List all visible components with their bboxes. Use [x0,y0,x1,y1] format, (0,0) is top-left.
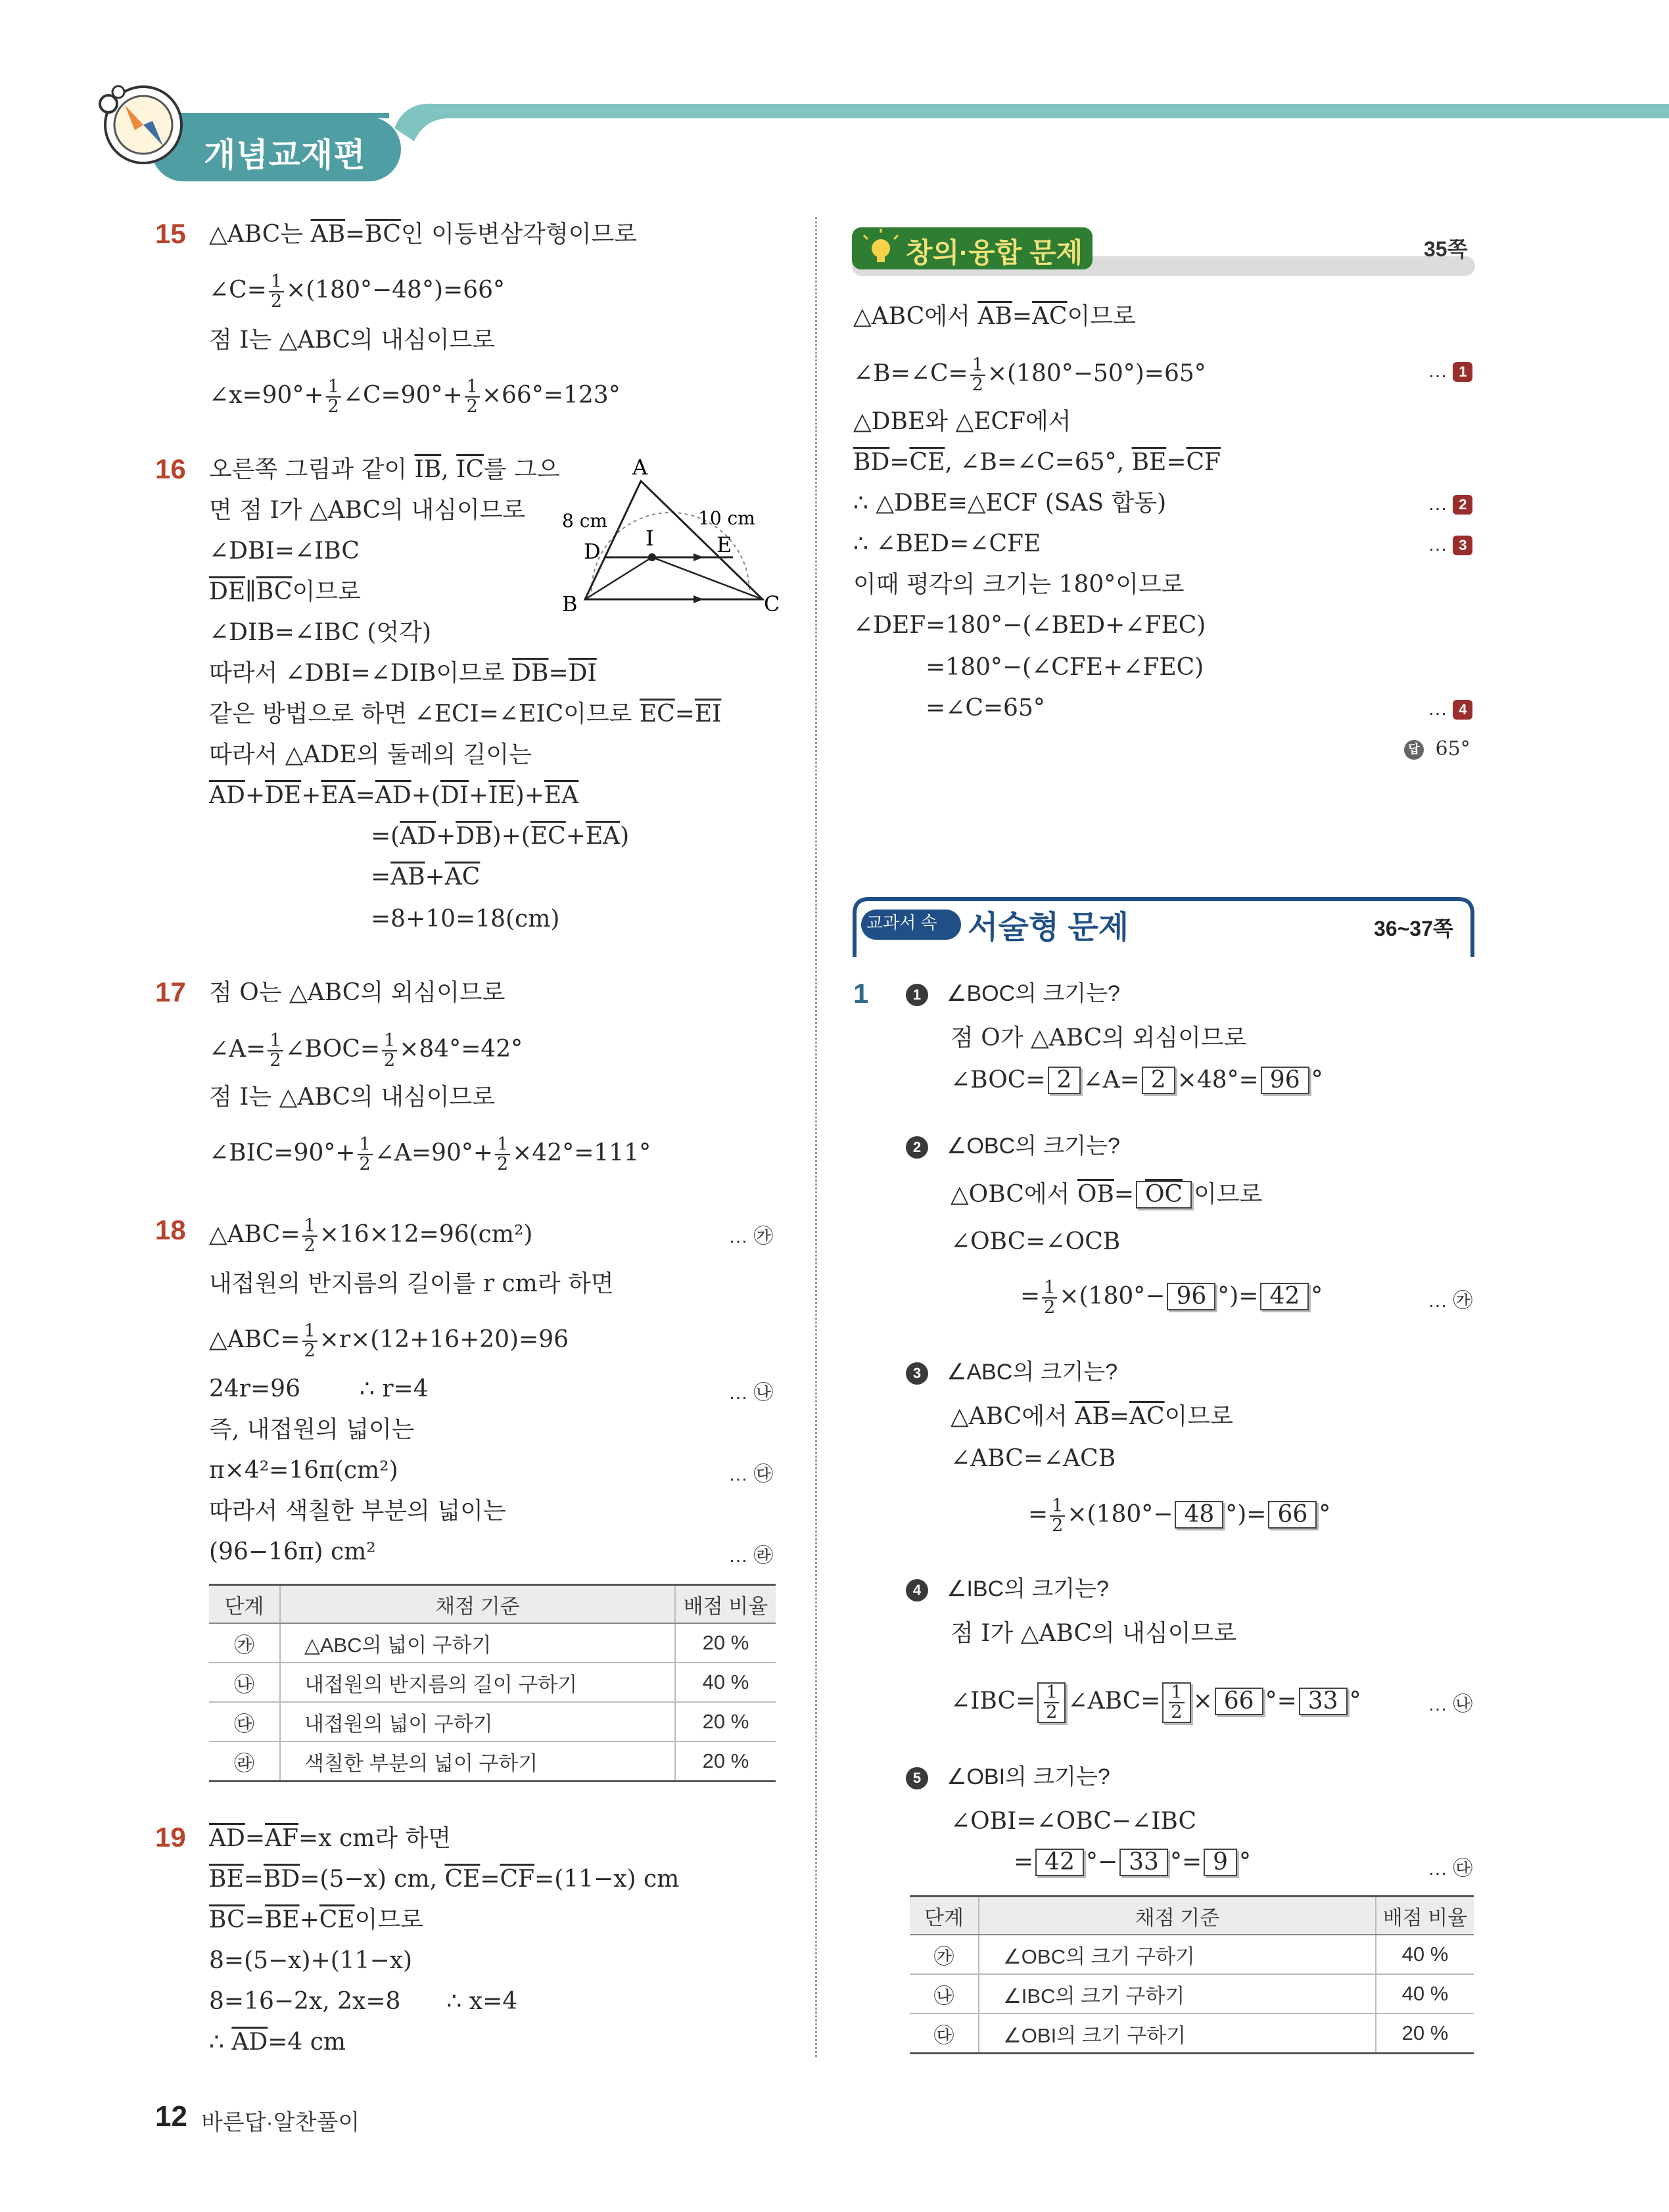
vertex-label-b: B [562,591,578,616]
text-line: △DBE와 △ECF에서 [853,408,1071,435]
text-line: $\overline{AD}=\overline{AF}=x$ cm라 하면 [209,1825,452,1852]
problem-number: 19 [155,1822,186,1853]
text-line: =∠C=65° [926,695,1045,722]
text-line: $\overline{AD}+\overline{DE}+\overline{EA}=\overline{AD}+(\overline{DI}+\overline{IE})+\overline{EA}$ [209,782,579,809]
step-question: 2 ∠OBC의 크기는? [906,1132,1120,1161]
criteria-cell: 색칠한 부분의 넓이 구하기 [280,1741,675,1782]
header-title: 개념교재편 [204,137,366,173]
text-line: △ABC= $\frac{1}{2}$ ×16×12=96(cm²) [209,1216,533,1256]
table-header: 채점 기준 [979,1897,1376,1935]
ratio-cell: 40 % [1376,1935,1474,1974]
step-question: 1 ∠BOC의 크기는? [906,979,1120,1008]
step-mark: … ㉮ [728,1226,774,1247]
text-line: ∴ △DBE≡△ECF (SAS 합동) [853,490,1167,517]
text-line: ∠C= $\frac{1}{2}$ ×(180°−48°)=66° [209,271,505,311]
text-line: ∠A= $\frac{1}{2}$ ∠BOC= $\frac{1}{2}$ ×84°=42° [209,1030,523,1071]
text-line: π×4²=16π(cm²) [209,1457,398,1484]
step-mark: … 2 [1428,493,1472,515]
ratio-cell: 20 % [675,1623,776,1663]
page-number: 12 [155,2100,187,2132]
text-line: ∠BOC= 2 ∠A= 2 ×48°= 96 ° [951,1067,1323,1094]
text-line: ∠ABC=∠ACB [951,1445,1116,1472]
step-question: 5 ∠OBI의 크기는? [906,1763,1110,1791]
vertex-label-c: C [764,591,780,616]
text-line: $\overline{BC}=\overline{BE}+\overline{CE}$이므로 [209,1906,423,1933]
table-header: 단계 [209,1585,280,1624]
answer-box: 2 [1048,1067,1081,1094]
step-cell: ㉰ [910,2014,979,2054]
creative-page-ref: 35쪽 [1424,237,1468,261]
creative-title: 창의·융합 문제 [906,237,1083,268]
text-line: 즉, 내접원의 넓이는 [209,1416,415,1443]
step-question: 4 ∠IBC의 크기는? [906,1575,1109,1603]
table-header: 채점 기준 [280,1585,675,1624]
book-title: 바른답·알찬풀이 [201,2110,360,2135]
text-line: $\overline{BE}=\overline{BD}=(5-x)$ cm, $\overline{CE}=\overline{CF}=(11-x)$ cm [209,1866,680,1893]
step-mark: … ㉮ [1428,1290,1473,1312]
table-row [910,1974,1474,2014]
answer-value: 65° [1435,737,1470,760]
table-row [209,1741,776,1782]
answer-box: 42 [1035,1849,1084,1876]
answer-box: 48 [1175,1501,1223,1529]
vertex-label-i: I [646,526,654,551]
step-mark: … 1 [1428,360,1472,382]
text-line: $\overline{BD}=\overline{CE}$, ∠B=∠C=65°, $\overline{BE}=\overline{CF}$ [853,449,1221,476]
vertex-label-e: E [717,532,732,557]
length-label-ab: 8 cm [562,510,607,532]
essay-title: 서술형 문제 [968,910,1129,945]
criteria-cell: 내접원의 넓이 구하기 [280,1702,675,1741]
text-line: 8=(5−x)+(11−x) [209,1947,413,1974]
scoring-table [209,1584,776,1782]
step-cell: ㉮ [910,1935,979,1974]
answer-box: 33 [1119,1849,1168,1876]
text-line: =8+10=18(cm) [371,906,560,933]
answer [1404,737,1470,760]
triangle-figure [552,453,789,618]
table-row [910,2014,1474,2054]
answer-box: 96 [1167,1283,1215,1310]
text-line: 이때 평각의 크기는 180°이므로 [853,571,1185,598]
text-line: 같은 방법으로 하면 ∠ECI=∠EIC이므로 $\overline{EC}=\overline{EI}$ [209,701,722,727]
text-line: 8=16−2x, 2x=8 ∴ x=4 [209,1988,518,2015]
step-cell: ㉰ [209,1702,280,1741]
essay-badge: 교과서 속 [866,913,937,933]
step-mark: … ㉰ [1428,1858,1473,1879]
criteria-cell: ∠IBC의 크기 구하기 [979,1974,1376,2014]
text-line: 내접원의 반지름의 길이를 r cm라 하면 [209,1270,614,1297]
text-line: ∠DIB=∠IBC (엇각) [209,619,432,646]
ratio-cell: 40 % [1376,1974,1474,2014]
ratio-cell: 40 % [675,1663,776,1702]
text-line: 면 점 I가 △ABC의 내심이므로 [209,497,526,524]
text-line: ∴ ∠BED=∠CFE [853,530,1041,557]
answer-box: 96 [1261,1067,1309,1094]
table-row [910,1935,1474,1974]
clock-icon [100,86,181,163]
text-line: 점 O가 △ABC의 외심이므로 [951,1025,1247,1051]
step-mark: … ㉱ [728,1545,774,1567]
text-line: 점 I는 △ABC의 내심이므로 [209,1084,496,1111]
table-row [209,1663,776,1702]
ratio-cell: 20 % [1376,2014,1474,2054]
criteria-cell: ∠OBI의 크기 구하기 [979,2014,1376,2054]
text-line: ∠OBC=∠OCB [951,1228,1121,1255]
problem-number: 18 [155,1214,186,1245]
essay-page-ref: 36~37쪽 [1374,917,1453,940]
text-line: $\overline{DE}\parallel\overline{BC}$이므로 [209,578,361,605]
answer-box: 33 [1299,1688,1348,1715]
text-line: △ABC에서 $\overline{AB}=\overline{AC}$이므로 [853,303,1136,330]
text-line: 따라서 △ADE의 둘레의 길이는 [209,741,532,768]
text-line: ∴ $\overline{AD}=4$ cm [209,2029,346,2056]
answer-box: 42 [1260,1283,1309,1310]
table-header: 배점 비율 [1376,1897,1474,1935]
text-line: $=\overline{AB}+\overline{AC}$ [371,864,481,890]
problem-number: 17 [155,977,186,1007]
text-line: ∠BIC=90°+ $\frac{1}{2}$ ∠A=90°+ $\frac{1}{2}$ ×42°=111° [209,1134,651,1174]
text-line: 따라서 색칠한 부분의 넓이는 [209,1498,506,1525]
answer-badge: 답 [1404,740,1424,760]
problem-number: 16 [155,453,186,484]
text-line: ∠x=90°+ $\frac{1}{2}$ ∠C=90°+ $\frac{1}{2}$ ×66°=123° [209,377,621,417]
scoring-table [910,1895,1474,2054]
step-mark: … 4 [1428,698,1472,720]
step-mark: … ㉯ [1428,1694,1473,1715]
text-line: ∠IBC= $\frac{1}{2}$ ∠ABC= $\frac{1}{2}$ × 66 °= 33 ° [951,1682,1361,1722]
text-line: $=(\overline{AD}+\overline{DB})+(\overline{EC}+\overline{EA})$ [371,823,630,850]
text-line: △OBC에서 $\overline{OB}= \overline{OC}$ 이므로 [951,1181,1263,1208]
criteria-cell: ∠OBC의 크기 구하기 [979,1935,1376,1974]
text-line: =180°−(∠CFE+∠FEC) [926,654,1204,681]
step-cell: ㉱ [209,1741,280,1782]
ratio-cell: 20 % [675,1741,776,1782]
answer-box: $\frac{1}{2}$ [1037,1682,1066,1723]
text-line: = $\frac{1}{2}$ ×(180°− 48 °)= 66 ° [1028,1496,1331,1536]
step-mark: … ㉰ [728,1463,774,1485]
text-line: = $\frac{1}{2}$ ×(180°− 96 °)= 42 ° [1020,1278,1323,1318]
problem-number: 15 [155,218,186,249]
step-question: 3 ∠ABC의 크기는? [906,1358,1117,1387]
length-label-ac: 10 cm [698,507,755,529]
text-line: △ABC= $\frac{1}{2}$ ×r×(12+16+20)=96 [209,1321,569,1361]
fraction: $\frac{1}{2}$ [269,273,284,311]
ratio-cell: 20 % [675,1702,776,1741]
step-cell: ㉯ [910,1974,979,2014]
text-line: 점 I는 △ABC의 내심이므로 [209,327,496,354]
table-header-row [209,1585,776,1624]
step-cell: ㉯ [209,1663,280,1702]
column-divider [815,217,817,2057]
text-line: 점 O는 △ABC의 외심이므로 [209,979,505,1006]
text-line: 따라서 ∠DBI=∠DIB이므로 $\overline{DB}=\overline{DI}$ [209,660,597,687]
text-line: 오른쪽 그림과 같이 $\overline{IB}$, $\overline{IC}$를 그으 [209,456,560,483]
answer-box: 2 [1142,1067,1175,1094]
criteria-cell: 내접원의 반지름의 길이 구하기 [280,1663,675,1702]
table-row [209,1623,776,1663]
answer-box: 66 [1215,1688,1263,1715]
table-header-row [910,1897,1474,1935]
text-line: ∠OBI=∠OBC−∠IBC [951,1808,1197,1835]
answer-box: 9 [1204,1849,1237,1876]
step-mark: … 3 [1428,534,1472,556]
table-header: 배점 비율 [675,1585,776,1624]
problem-number: 1 [853,978,869,1009]
criteria-cell: △ABC의 넓이 구하기 [280,1623,675,1663]
text-line: ∠DBI=∠IBC [209,538,360,565]
text-line: = 42 °− 33 °= 9 ° [1014,1849,1252,1876]
table-header: 단계 [910,1897,979,1935]
text-line: △ABC에서 $\overline{AB}=\overline{AC}$이므로 [951,1403,1233,1430]
answer-box: 66 [1268,1501,1317,1529]
text-line: △ABC는 $\overline{AB}=\overline{BC}$인 이등변삼각형이므로 [209,221,638,248]
text-line: (96−16π) cm² [209,1538,376,1565]
step-mark: … ㉯ [728,1382,774,1404]
step-cell: ㉮ [209,1623,280,1663]
vertex-label-d: D [584,539,601,564]
answer-box: $\frac{1}{2}$ [1162,1682,1190,1723]
text-line: 24r=96 ∴ r=4 [209,1375,429,1402]
vertex-label-a: A [632,455,648,480]
table-row [209,1702,776,1741]
answer-box: $\overline{OC}$ [1136,1181,1192,1209]
text-line: ∠B=∠C= $\frac{1}{2}$ ×(180°−50°)=65° [853,355,1206,395]
text-line: ∠DEF=180°−(∠BED+∠FEC) [853,612,1206,639]
text-line: 점 I가 △ABC의 내심이므로 [951,1620,1237,1647]
